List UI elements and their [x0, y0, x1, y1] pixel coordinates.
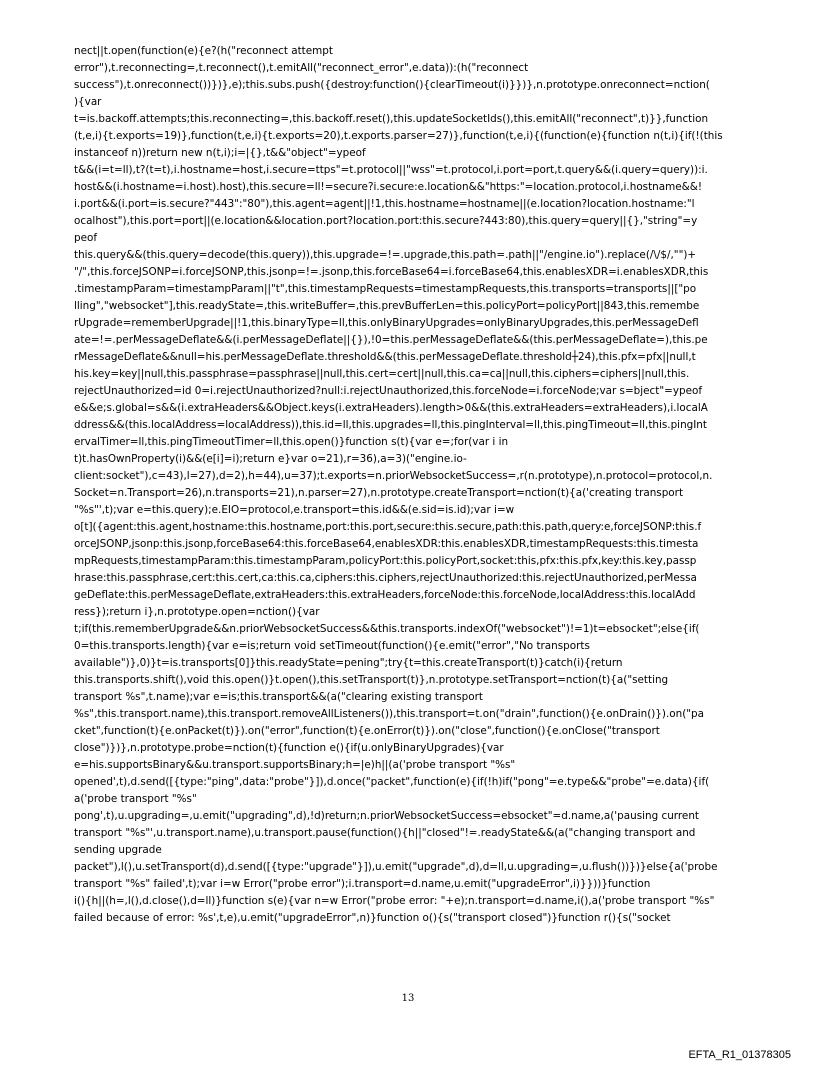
code-line: t;if(this.rememberUpgrade&&n.priorWebsocketSuccess&&this.transports.indexOf("websocket")!=1)t=ebsocket";else{if( [74, 623, 700, 635]
code-line: failed because of error: %s',t,e),u.emit("upgradeError",n)}function o(){s("transport closed")}function r(){s("socket [74, 912, 671, 924]
code-line: cket",function(t){e.onPacket(t)}).on("error",function(t){e.onError(t)}).on("close",function(){e.onClose("transport [74, 725, 660, 737]
code-line: error"),t.reconnecting=,t.reconnect(),t.emitAll("reconnect_error",e.data)):(h("reconnect [74, 62, 529, 74]
code-line: i(){h||(h=,l(),d.close(),d=ll)}function s(e){var n=w Error("probe error: "+e);n.transport=d.name,i(),a('probe transport "%s" [74, 895, 715, 907]
code-line: transport "%s" failed',t);var i=w Error("probe error");i.transport=d.name,u.emit("upgradeError",i)}}))}function [74, 878, 651, 890]
code-line: mpRequests,timestampParam:this.timestampParam,policyPort:this.policyPort,socket:this,pfx:this.pfx,key:this.key,passp [74, 555, 697, 567]
code-line: ress});return i},n.prototype.open=nction(){var [74, 606, 320, 618]
code-line: this.query&&(this.query=decode(this.query)),this.upgrade=!=.upgrade,this.path=.path||"/engine.io").replace(/\/$/,"")+ [74, 249, 697, 261]
code-line: instanceof n))return new n(t,i);i=|{},t&&"object"=ypeof [74, 147, 366, 159]
code-line: packet"),l(),u.setTransport(d),d.send([{type:"upgrade"}]),u.emit("upgrade",d),d=ll,u.upgrading=,u.flush())})}else{a('probe [74, 861, 718, 873]
code-line: rMessageDeflate&&null=his.perMessageDeflate.threshold&&(this.perMessageDeflate.threshold┼24),this.pfx=pfx||null,t [74, 351, 696, 363]
page-number: 13 [401, 993, 415, 1004]
code-line: i.port&&(i.port=is.secure?"443":"80"),this.agent=agent||!1,this.hostname=hostname||(e.location?location.hostname:"l [74, 198, 695, 210]
code-line: "%s"',t);var e=this.query);e.EIO=protocol,e.transport=this.id&&(e.sid=is.id);var i=w [74, 504, 515, 516]
code-line: available")},0)}t=is.transports[0]}this.readyState=pening";try{t=this.createTransport(t)}catch(i){return [74, 657, 623, 669]
code-text-block [74, 43, 774, 927]
code-line: rUpgrade=rememberUpgrade||!1,this.binaryType=ll,this.onlyBinaryUpgrades=onlyBinaryUpgrades,this.perMessageDefl [74, 317, 699, 329]
code-line: t)t.hasOwnProperty(i)&&(e[i]=i);return e}var o=21),r=36),a=3)("engine.io- [74, 453, 467, 465]
code-line: close")})},n.prototype.probe=nction(t){function e(){if(u.onlyBinaryUpgrades){var [74, 742, 504, 754]
code-line: opened',t),d.send([{type:"ping",data:"probe"}]),d.once("packet",function(e){if(!h)if("pong"=e.type&&"probe"=e.data){if( [74, 776, 710, 788]
code-line: pong',t),u.upgrading=,u.emit("upgrading",d),!d)return;n.priorWebsocketSuccess=ebsocket"=d.name,a('pausing current [74, 810, 699, 822]
code-line: Socket=n.Transport=26),n.transports=21),n.parser=27),n.prototype.createTransport=nction(t){a('creating transport [74, 487, 684, 499]
code-line: this.transports.shift(),void this.open()}t.open(),this.setTransport(t)},n.prototype.setTransport=nction(t){a("setting [74, 674, 669, 686]
code-line: hrase:this.passphrase,cert:this.cert,ca:this.ca,ciphers:this.ciphers,rejectUnauthorized:this.rejectUnauthorized,perMessa [74, 572, 697, 584]
code-line: "/",this.forceJSONP=i.forceJSONP,this.jsonp=!=.jsonp,this.forceBase64=i.forceBase64,this.enablesXDR=i.enablesXDR,this [74, 266, 709, 278]
code-line: host&&(i.hostname=i.host).host),this.secure=ll!=secure?i.secure:e.location&&"https:"=location.protocol,i.hostname&&! [74, 181, 702, 193]
code-line: a('probe transport "%s" [74, 793, 197, 805]
code-line: e=his.supportsBinary&&u.transport.supportsBinary;h=|e)h||(a('probe transport "%s" [74, 759, 516, 771]
code-line: 0=this.transports.length){var e=is;return void setTimeout(function(){e.emit("error","No transports [74, 640, 590, 652]
code-line: geDeflate:this.perMessageDeflate,extraHeaders:this.extraHeaders,forceNode:this.forceNode,localAddress:this.localAdd [74, 589, 696, 601]
code-line: rejectUnauthorized=id 0=i.rejectUnauthorized?null:i.rejectUnauthorized,this.forceNode=i.forceNode;var s=bject"=ypeof [74, 385, 702, 397]
code-line: nect||t.open(function(e){e?(h("reconnect attempt [74, 45, 333, 57]
code-line: ocalhost"),this.port=port||(e.location&&location.port?location.port:this.secure?443:80),this.query=query||{},"string"=y [74, 215, 698, 227]
code-line: orceJSONP,jsonp:this.jsonp,forceBase64:this.forceBase64,enablesXDR:this.enablesXDR,timestampRequests:this.timesta [74, 538, 699, 550]
code-line: lling","websocket"],this.readyState=,this.writeBuffer=,this.prevBufferLen=this.policyPort=policyPort||843,this.remembe [74, 300, 700, 312]
code-line: e&&e;s.global=s&&(i.extraHeaders&&Object.keys(i.extraHeaders).length>0&&(this.extraHeaders=extraHeaders),i.localA [74, 402, 708, 414]
code-line: peof [74, 232, 98, 244]
code-line: client:socket"),c=43),l=27),d=2),h=44),u=37);t.exports=n.priorWebsocketSuccess=,r(n.prototype),n.protocol=protocol,n. [74, 470, 713, 482]
code-line: (t,e,i){t.exports=19)},function(t,e,i){t.exports=20),t.exports.parser=27)},function(t,e,i){(function(e){function n(t,i){if(!(this [74, 130, 723, 142]
code-line: transport "%s"',u.transport.name),u.transport.pause(function(){h||"closed"!=.readyState&&(a("changing transport and [74, 827, 696, 839]
code-line: his.key=key||null,this.passphrase=passphrase||null,this.cert=cert||null,this.ca=ca||null,this.ciphers=ciphers||null,this. [74, 368, 690, 380]
code-line: ddress&&(this.localAddress=localAddress)),this.id=ll,this.upgrades=ll,this.pingInterval=ll,this.pingTimeout=ll,this.pingInt [74, 419, 707, 431]
code-line: ervalTimer=ll,this.pingTimeoutTimer=ll,this.open()}function s(t){var e=;for(var i in [74, 436, 509, 448]
code-line: ){var [74, 96, 102, 108]
code-line: transport %s",t.name);var e=is;this.transport&&(a("clearing existing transport [74, 691, 483, 703]
code-line: ate=!=.perMessageDeflate&&(i.perMessageDeflate||{}),!0=this.perMessageDeflate&&(this.perMessageDeflate=),this.pe [74, 334, 708, 346]
code-line: t&&(i=t=ll),t?(t=t),i.hostname=host,i.secure=ttps"=t.protocol||"wss"=t.protocol,i.port=port,t.query&&(i.query=query)):i. [74, 164, 708, 176]
code-line: .timestampParam=timestampParam||"t",this.timestampRequests=timestampRequests,this.transports=transports||["po [74, 283, 697, 295]
code-line: %s",this.transport.name),this.transport.removeAllListeners()),this.transport=t.on("drain",function(){e.onDrain()}).on("pa [74, 708, 705, 720]
code-line: success"),t.onreconnect())})},e);this.subs.push({destroy:function(){clearTimeout(i)}})},n.prototype.onreconnect=nction( [74, 79, 710, 91]
code-line: t=is.backoff.attempts;this.reconnecting=,this.backoff.reset(),this.updateSocketIds(),this.emitAll("reconnect",t)}},function [74, 113, 709, 125]
code-line: o[t]({agent:this.agent,hostname:this.hostname,port:this.port,secure:this.secure,path:this.path,query:e,forceJSONP:this.f [74, 521, 702, 533]
bates-identifier: EFTA_R1_01378305 [688, 1049, 791, 1061]
code-line: sending upgrade [74, 844, 162, 856]
